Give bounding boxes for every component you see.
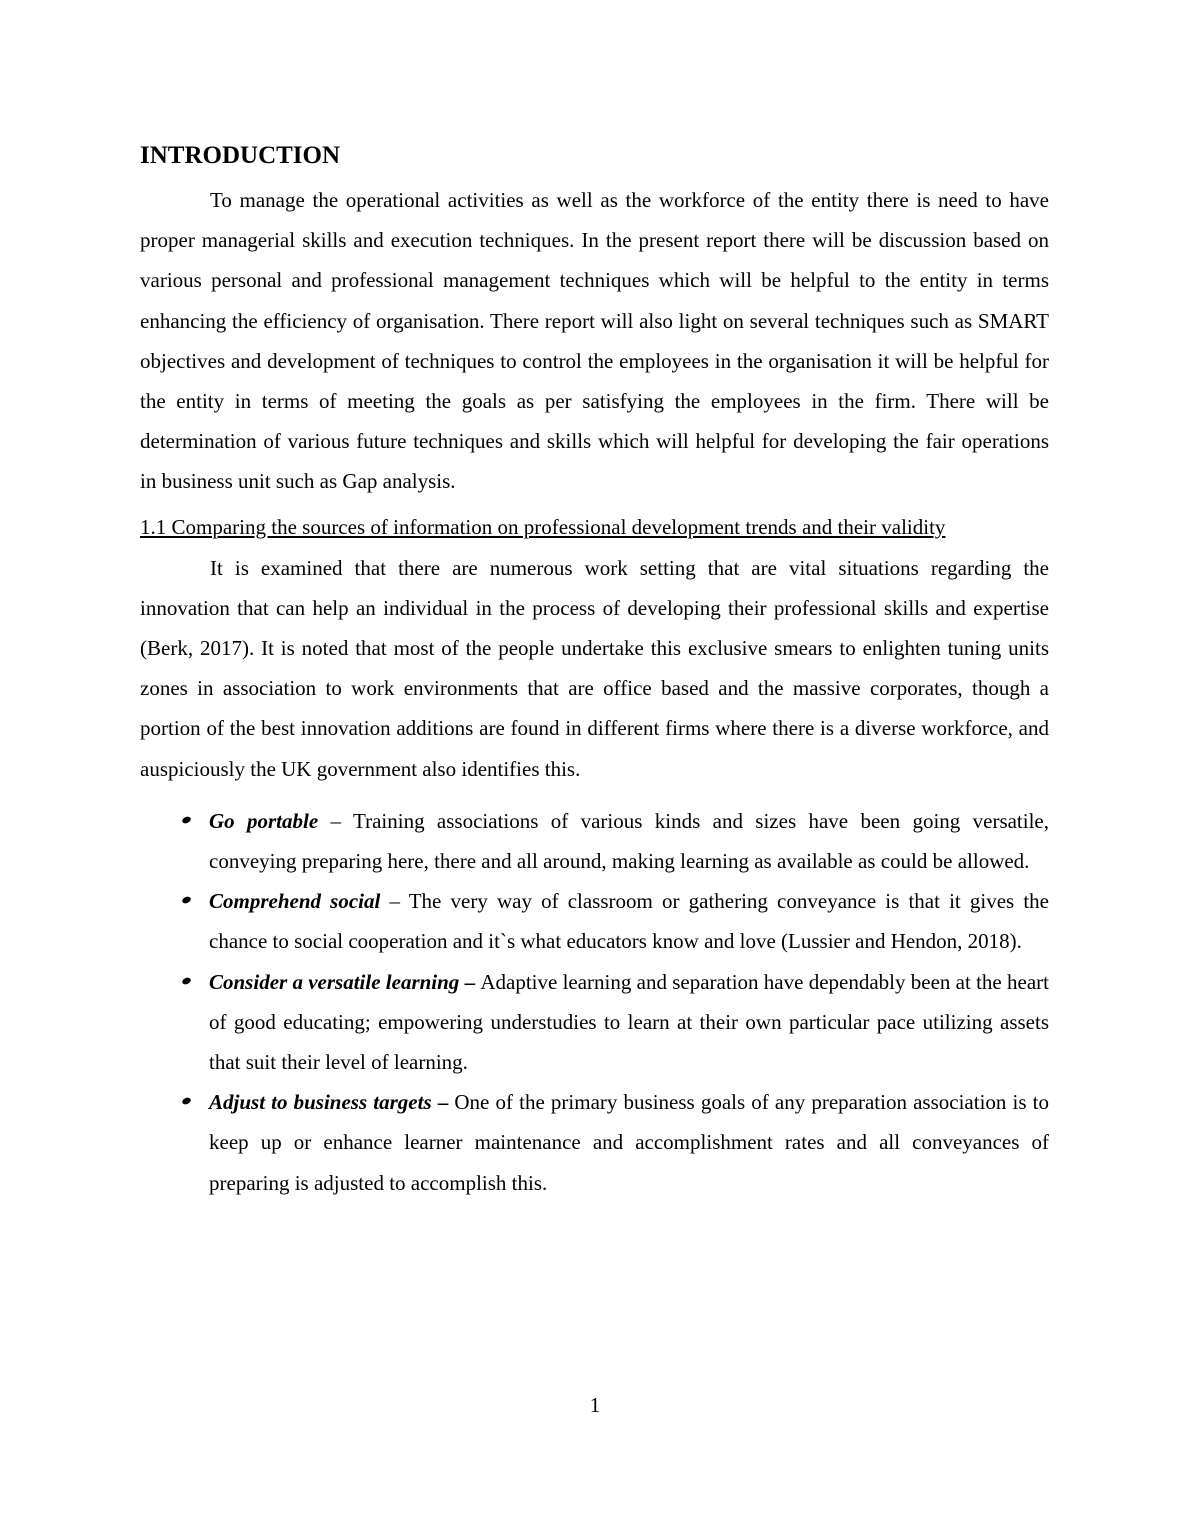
bullet-text: Training associations of various kinds and sizes have been going versatile, conveying preparing here, there and all around, making learning as available as could be allowed. bbox=[209, 808, 1050, 874]
bullet-icon bbox=[181, 1097, 192, 1106]
section-heading: 1.1 Comparing the sources of information on professional development trends and their validity bbox=[140, 514, 946, 539]
bullet-term: Consider a versatile learning bbox=[209, 969, 460, 994]
intro-paragraph: To manage the operational activities as well as the workforce of the entity there is need to have proper managerial skills and execution techniques. In the present report there will be discussion based on various personal and professional management techniques which will be helpful to the entity in terms enhancing the efficiency of organisation. There report will also light on several techniques such as SMART objectives and development of techniques to control the employees in the organisation it will be helpful for the entity in terms of meeting the goals as per satisfying the employees in the firm. There will be determination of various future techniques and skills which will helpful for developing the fair operations in business unit such as Gap analysis. bbox=[140, 188, 1049, 494]
bullet-dash: – bbox=[318, 808, 354, 833]
bullet-item-comprehend-social bbox=[209, 881, 1049, 961]
bullet-list bbox=[140, 801, 1049, 1203]
bullet-term: Go portable bbox=[209, 808, 319, 833]
bullet-icon bbox=[181, 976, 192, 985]
page-content bbox=[140, 138, 1049, 1203]
bullet-text: One of the primary business goals of any preparation association is to keep up or enhance learner maintenance and accomplishment rates and all conveyances of preparing is adjusted to accomplish this. bbox=[209, 1090, 1050, 1195]
bullet-dash: – bbox=[431, 1090, 455, 1115]
bullet-text: The very way of classroom or gathering conveyance is that it gives the chance to social cooperation and it`s what educators know and love (Lussier and Hendon, 2018). bbox=[209, 889, 1049, 954]
page-number: 1 bbox=[589, 1393, 601, 1417]
bullet-text: Adaptive learning and separation have dependably been at the heart of good educating; empowering understudies to learn at their own particular pace utilizing assets that suit their level of learning. bbox=[209, 969, 1049, 1075]
bullet-icon bbox=[181, 896, 192, 905]
bullet-icon bbox=[181, 815, 192, 824]
bullet-dash: – bbox=[380, 889, 409, 914]
bullet-dash: – bbox=[459, 969, 481, 994]
bullet-item-versatile-learning bbox=[209, 962, 1049, 1083]
bullet-term: Adjust to business targets bbox=[209, 1090, 432, 1115]
bullet-term: Comprehend social bbox=[209, 889, 381, 914]
introduction-heading: INTRODUCTION bbox=[140, 142, 341, 169]
section-paragraph: It is examined that there are numerous work setting that are vital situations regarding the innovation that can help an individual in the process of developing their professional skills and expertise (Berk, 2017). It is noted that most of the people undertake this exclusive smears to enlighten tuning units zones in association to work environments that are office based and the massive corporates, though a portion of the best innovation additions are found in different firms where there is a diverse workforce, and auspiciously the UK government also identifies this. bbox=[140, 555, 1049, 781]
bullet-item-go-portable bbox=[209, 801, 1049, 881]
bullet-item-business-targets bbox=[209, 1082, 1049, 1203]
